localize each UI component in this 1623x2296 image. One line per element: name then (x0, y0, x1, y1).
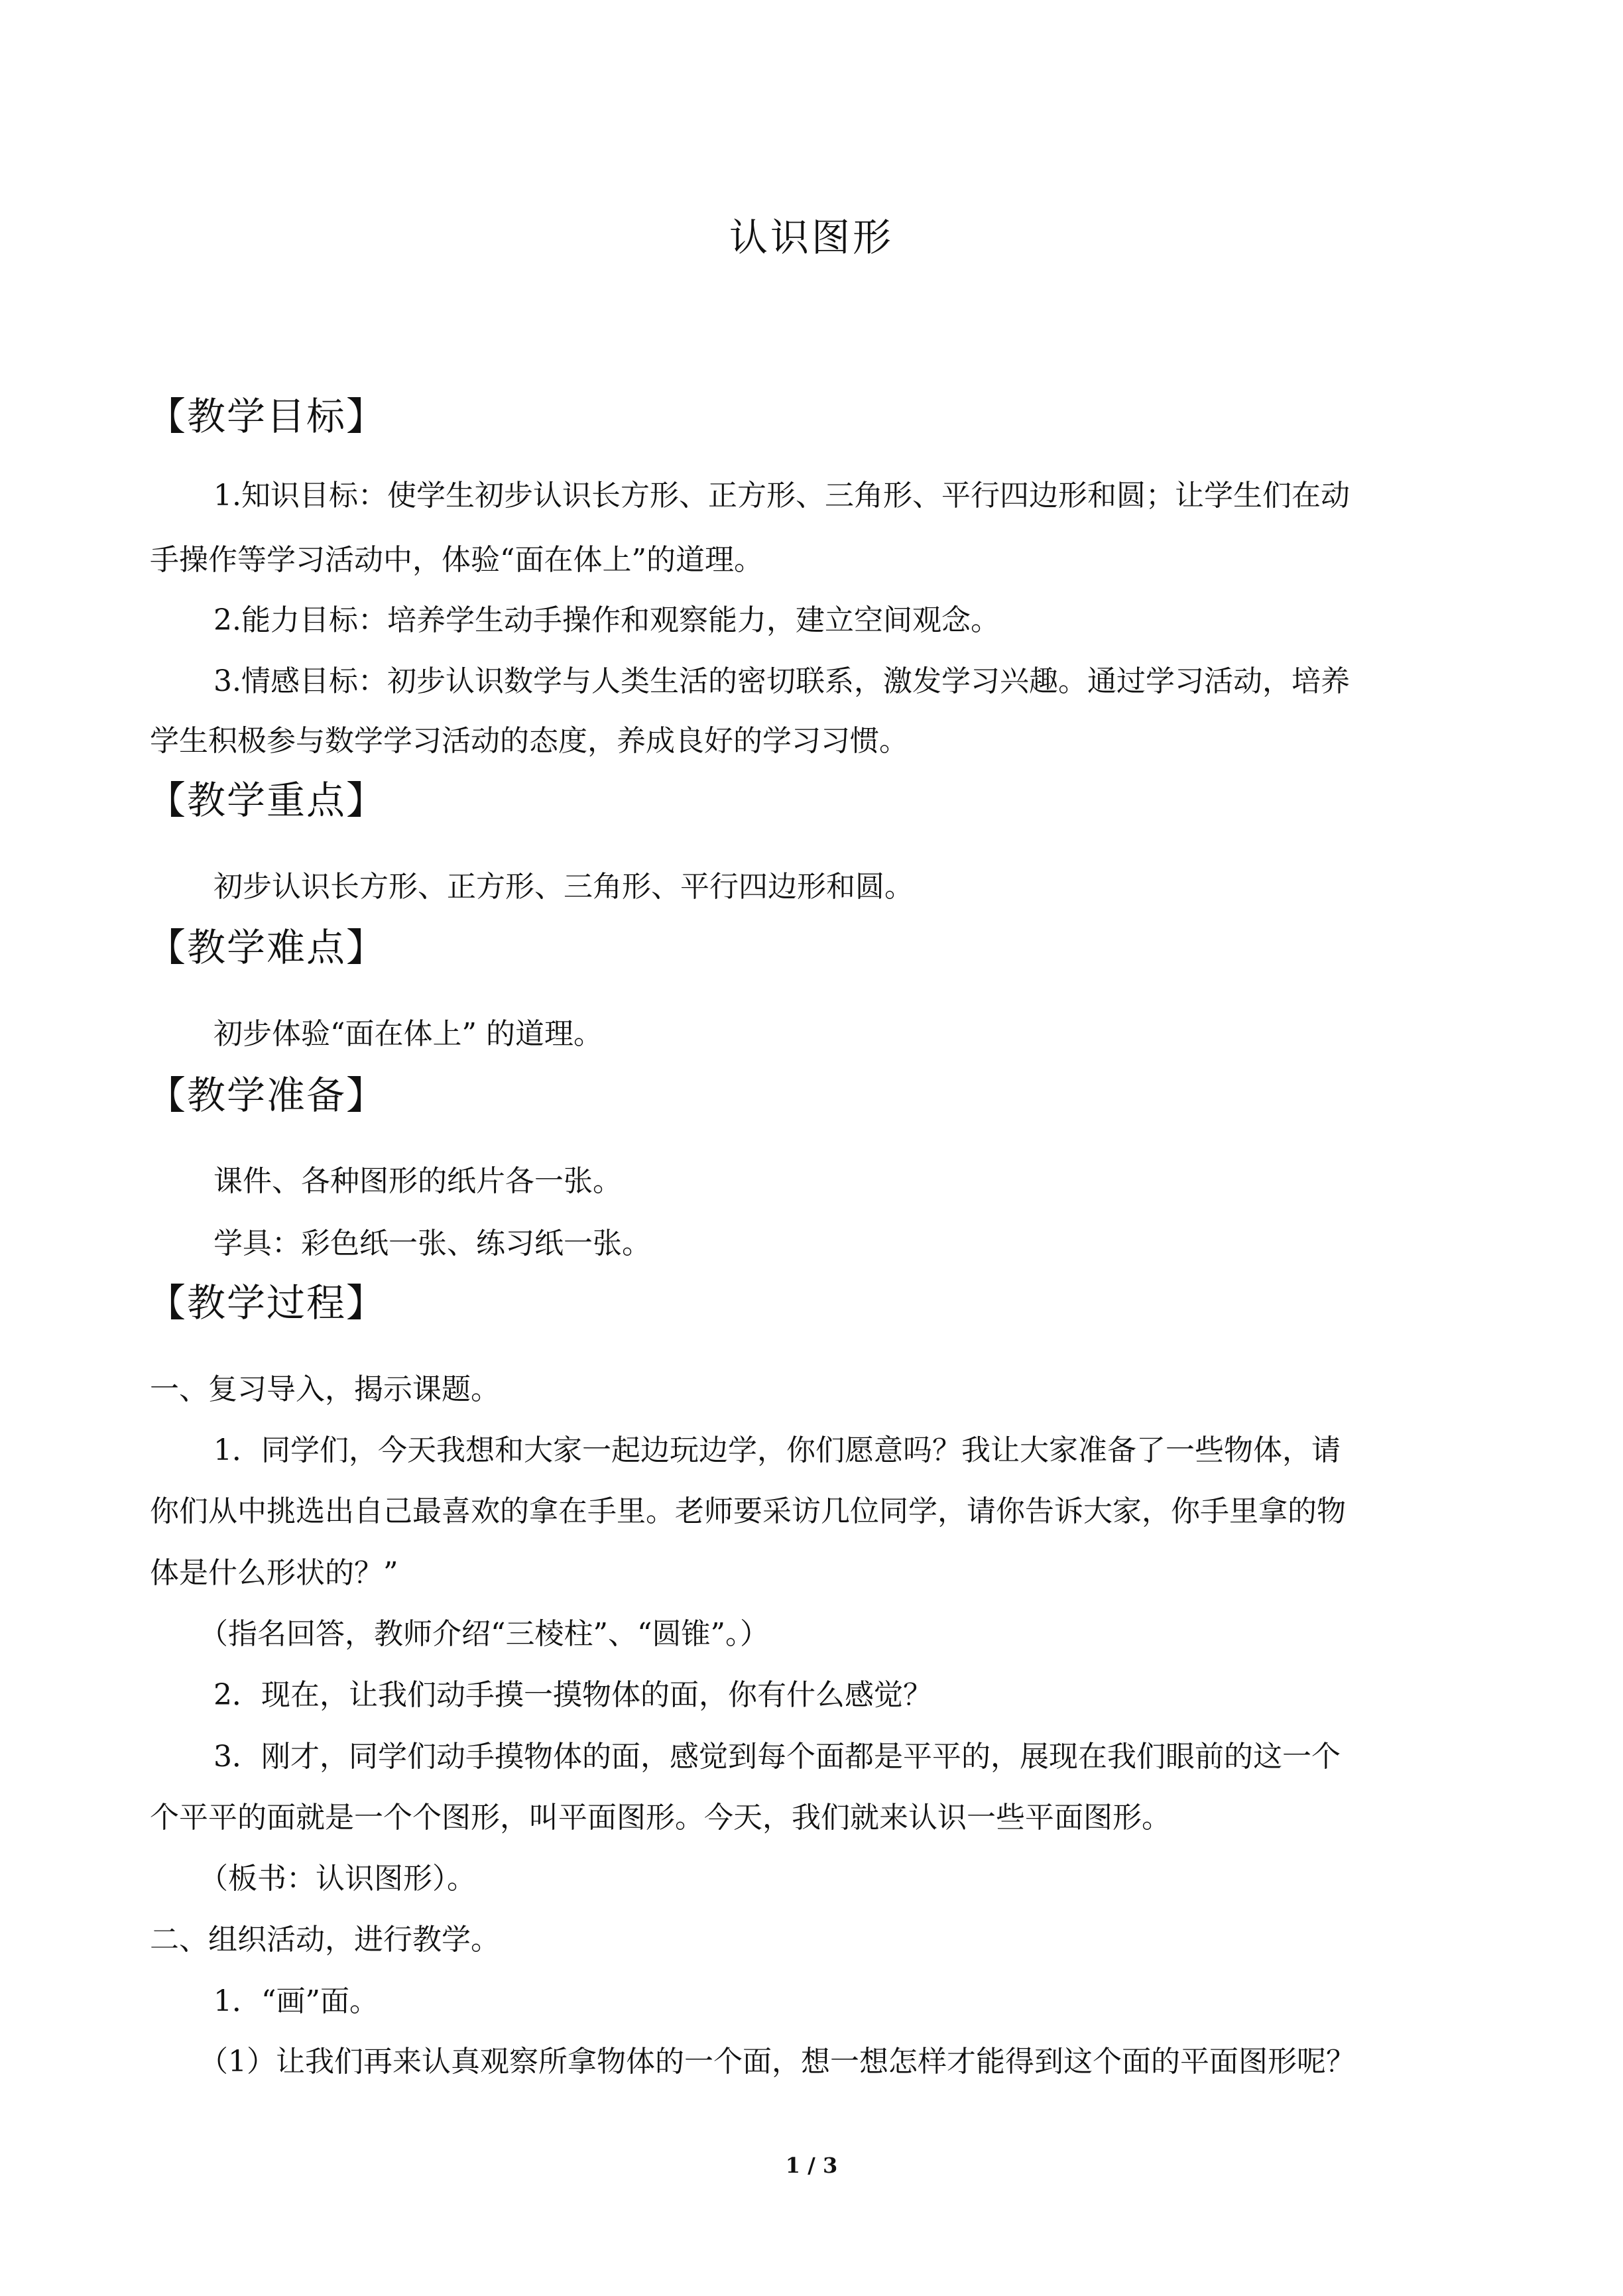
page-number: 1 / 3 (785, 2153, 838, 2178)
process-item1-line1: 1．同学们，今天我想和大家一起边玩边学，你们愿意吗？我让大家准备了一些物体，请 (213, 1433, 1341, 1467)
process-item1-line2: 你们从中挑选出自己最喜欢的拿在手里。老师要采访几位同学，请你告诉大家，你手里拿的物 (150, 1494, 1346, 1528)
page-title: 认识图形 (729, 215, 894, 260)
heading-preparation: 【教学准备】 (147, 1073, 387, 1118)
objective-knowledge-line1: 1.知识目标：使学生初步认识长方形、正方形、三角形、平行四边形和圆；让学生们在动 (213, 479, 1350, 513)
process-item2: 2．现在，让我们动手摸一摸物体的面，你有什么感觉？ (213, 1678, 932, 1712)
process-item3-line2: 个平平的面就是一个个图形，叫平面图形。今天，我们就来认识一些平面图形。 (150, 1801, 1171, 1835)
objective-knowledge-line2: 手操作等学习活动中，体验“面在体上”的道理。 (150, 543, 763, 577)
heading-process: 【教学过程】 (147, 1280, 387, 1325)
process-note2: （板书：认识图形）。 (199, 1862, 476, 1896)
process-item1-line3: 体是什么形状的？” (150, 1556, 398, 1590)
objective-emotion-line1: 3.情感目标：初步认识数学与人类生活的密切联系，激发学习兴趣。通过学习活动，培养 (213, 664, 1350, 698)
heading-key-points: 【教学重点】 (147, 778, 387, 823)
key-points-text: 初步认识长方形、正方形、三角形、平行四边形和圆。 (213, 870, 914, 904)
difficulties-text: 初步体验“面在体上” 的道理。 (213, 1017, 603, 1051)
objective-emotion-line2: 学生积极参与数学学习活动的态度，养成良好的学习习惯。 (150, 724, 908, 758)
preparation-student-tools: 学具：彩色纸一张、练习纸一张。 (213, 1227, 651, 1260)
preparation-materials: 课件、各种图形的纸片各一张。 (213, 1164, 622, 1198)
process-sub1-question1: （1）让我们再来认真观察所拿物体的一个面，想一想怎样才能得到这个面的平面图形呢？ (199, 2045, 1355, 2079)
heading-difficulties: 【教学难点】 (147, 925, 387, 970)
heading-objectives: 【教学目标】 (147, 394, 387, 439)
objective-ability: 2.能力目标：培养学生动手操作和观察能力，建立空间观念。 (213, 603, 1000, 637)
process-part1-title: 一、复习导入，揭示课题。 (150, 1372, 500, 1406)
process-sub1: 1．“画”面。 (213, 1984, 379, 2018)
process-part2-title: 二、组织活动，进行教学。 (150, 1923, 500, 1957)
process-note1: （指名回答，教师介绍“三棱柱”、“圆锥”。） (199, 1617, 769, 1651)
process-item3-line1: 3．刚才，同学们动手摸物体的面，感觉到每个面都是平平的，展现在我们眼前的这一个 (213, 1740, 1341, 1774)
